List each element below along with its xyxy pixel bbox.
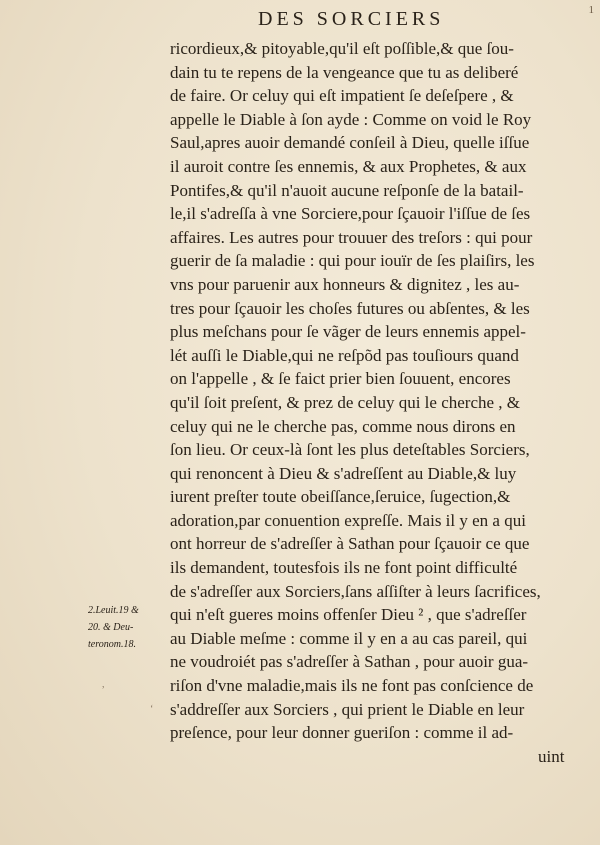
text-line: de faire. Or celuy qui eſt impatient ſe deſeſpere , & — [170, 86, 514, 106]
text-line: guerir de ſa maladie : qui pour iouïr de ſes plaiſirs, les — [170, 251, 535, 271]
text-line: ils demandent, toutesfois ils ne font point difficulté — [170, 558, 518, 578]
text-line: Pontifes,& qu'il n'auoit aucune reſponſe de la batail- — [170, 180, 524, 200]
main-text-block — [170, 37, 570, 768]
text-line: iurent preſter toute obeiſſance,ſeruice, ſugection,& — [170, 487, 511, 507]
text-line: ſon lieu. Or ceux-là ſont les plus deteſtables Sorciers, — [170, 440, 530, 460]
text-line: ricordieux,& pitoyable,qu'il eſt poſſible,& que ſou- — [170, 39, 514, 58]
text-line: riſon d'vne maladie,mais ils ne font pas conſcience de — [170, 676, 534, 696]
margin-citation-line: teronom.18. — [88, 639, 136, 650]
text-line: appelle le Diable à ſon ayde : Comme on void le Roy — [170, 109, 532, 129]
corner-mark: 1 — [588, 4, 594, 16]
stray-mark: ‘ — [150, 704, 154, 715]
text-line: preſence, pour leur donner gueriſon : comme il ad- — [170, 723, 514, 743]
running-title: DES SORCIERS — [258, 8, 445, 30]
text-line: vns pour paruenir aux honneurs & dignitez , les au- — [170, 274, 520, 294]
text-line: affaires. Les autres pour trouuer des treſors : qui pour — [170, 227, 533, 247]
text-line: au Diable meſme : comme il y en a au cas pareil, qui — [170, 628, 528, 648]
text-line: plus meſchans pour ſe vãger de leurs ennemis appel- — [170, 322, 526, 342]
text-line: ont horreur de s'adreſſer à Sathan pour ſçauoir ce que — [170, 534, 530, 554]
text-line: lét auſſi le Diable,qui ne reſpõd pas touſiours quand — [170, 345, 519, 365]
text-line: dain tu te repens de la vengeance que tu as deliberé — [170, 62, 519, 82]
text-line: Saul,apres auoir demandé conſeil à Dieu, quelle iſſue — [170, 133, 530, 153]
text-line: il auroit contre ſes ennemis, & aux Prophetes, & aux — [170, 156, 527, 176]
text-line: de s'adreſſer aux Sorciers,ſans aſſiſter à leurs ſacrifices, — [170, 581, 541, 601]
margin-citation — [88, 602, 168, 653]
margin-citation-line: 20. & Deu- — [88, 622, 134, 633]
text-line: ne voudroiét pas s'adreſſer à Sathan , pour auoir gua- — [170, 652, 529, 672]
text-line: s'addreſſer aux Sorciers , qui prient le Diable en leur — [170, 699, 525, 719]
text-line: adoration,par conuention expreſſe. Mais il y en a qui — [170, 510, 526, 530]
text-line: qui n'eſt gueres moins offenſer Dieu ² , que s'adreſſer — [170, 605, 527, 625]
text-line: qu'il ſoit preſent, & prez de celuy qui le cherche , & — [170, 392, 521, 412]
text-line: le,il s'adreſſa à vne Sorciere,pour ſçauoir l'iſſue de ſes — [170, 204, 531, 224]
text-line: qui renoncent à Dieu & s'adreſſent au Diable,& luy — [170, 463, 517, 483]
text-line: on l'appelle , & ſe faict prier bien ſouuent, encores — [170, 369, 511, 389]
text-line: tres pour ſçauoir les choſes futures ou abſentes, & les — [170, 298, 530, 318]
catchword: uint — [538, 746, 565, 766]
stray-mark: , — [102, 679, 105, 690]
margin-citation-line: 2.Leuit.19 & — [88, 605, 139, 616]
text-line: celuy qui ne le cherche pas, comme nous dirons en — [170, 416, 516, 436]
